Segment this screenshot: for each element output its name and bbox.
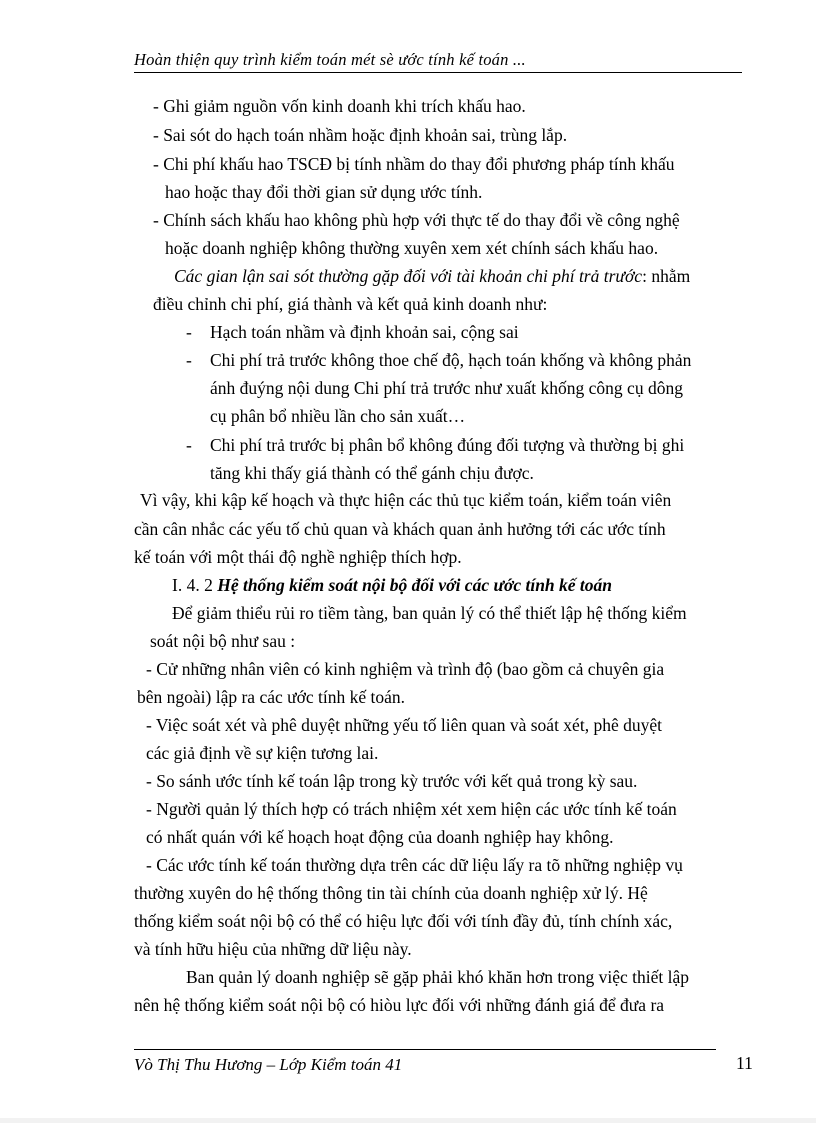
paragraph-line <box>174 265 690 287</box>
bullet-dash: - <box>186 350 192 370</box>
bullet-line: Chi phí trả trước bị phân bổ không đúng đối tượng và thường bị ghi <box>210 435 685 455</box>
bullet-line-cont: bên ngoài) lập ra các ước tính kế toán. <box>137 687 406 707</box>
section-heading <box>172 574 612 596</box>
bullet-line: - Chi phí khấu hao TSCĐ bị tính nhầm do thay đổi phương pháp tính khấu <box>153 154 675 174</box>
bullet-line: - So sánh ước tính kế toán lập trong kỳ trước với kết quả trong kỳ sau. <box>146 771 638 791</box>
bullet-line: - Các ước tính kế toán thường dựa trên các dữ liệu lấy ra tõ những nghiệp vụ <box>146 855 683 875</box>
header-rule <box>134 72 742 73</box>
paragraph-line: cần cân nhắc các yếu tố chủ quan và khách quan ảnh hưởng tới các ước tính <box>134 519 666 539</box>
bullet-line-cont: hoặc doanh nghiệp không thường xuyên xem xét chính sách khấu hao. <box>165 238 659 258</box>
running-header: Hoàn thiện quy trình kiểm toán mét sè ước tính kế toán ... <box>134 50 526 69</box>
paragraph-line: Để giảm thiểu rủi ro tiềm tàng, ban quản lý có thể thiết lập hệ thống kiểm <box>172 603 687 623</box>
bullet-line: - Việc soát xét và phê duyệt những yếu tố liên quan và soát xét, phê duyệt <box>146 715 662 735</box>
bullet-line-cont: cụ phân bổ nhiều lần cho sản xuất… <box>210 406 466 426</box>
bullet-line-cont: hao hoặc thay đổi thời gian sử dụng ước tính. <box>165 182 483 202</box>
bullet-line-cont: tăng khi thấy giá thành có thể gánh chịu được. <box>210 463 534 483</box>
bullet-line: - Người quản lý thích hợp có trách nhiệm xét xem hiện các ước tính kế toán <box>146 799 677 819</box>
footer-rule <box>134 1049 716 1050</box>
paragraph-line: Vì vậy, khi kập kế hoạch và thực hiện các thủ tục kiểm toán, kiểm toán viên <box>140 490 672 510</box>
paragraph-line: Ban quản lý doanh nghiệp sẽ gặp phải khó khăn hơn trong việc thiết lập <box>186 967 690 987</box>
italic-phrase: Các gian lận sai sót thường gặp đối với tài khoản chi phí trả trước <box>174 266 643 286</box>
paragraph-line: điều chỉnh chi phí, giá thành và kết quả kinh doanh như: <box>153 294 548 314</box>
bullet-line-cont: ánh đuýng nội dung Chi phí trả trước như xuất khống công cụ dông <box>210 378 683 398</box>
bullet-line: Hạch toán nhầm và định khoản sai, cộng sai <box>210 322 519 342</box>
page-bottom-band <box>0 1118 816 1123</box>
paragraph-line: kế toán với một thái độ nghề nghiệp thích hợp. <box>134 547 462 567</box>
footer-author: Vò Thị Thu Hương – Lớp Kiểm toán 41 <box>134 1055 403 1074</box>
section-number: I. 4. 2 <box>172 575 218 595</box>
paragraph-line: nên hệ thống kiểm soát nội bộ có hiòu lực đối với những đánh giá để đưa ra <box>134 995 665 1015</box>
bullet-line: - Ghi giảm nguồn vốn kinh doanh khi trích khấu hao. <box>153 96 526 116</box>
bullet-line: - Chính sách khấu hao không phù hợp với thực tế do thay đổi về công nghệ <box>153 210 680 230</box>
section-title: Hệ thống kiểm soát nội bộ đối với các ước tính kế toán <box>217 575 613 595</box>
bullet-line: - Cử những nhân viên có kinh nghiệm và trình độ (bao gồm cả chuyên gia <box>146 659 665 679</box>
bullet-line-cont: thường xuyên do hệ thống thông tin tài chính của doanh nghiệp xử lý. Hệ <box>134 883 648 903</box>
bullet-line-cont: có nhất quán với kế hoạch hoạt động của doanh nghiệp hay không. <box>146 827 614 847</box>
bullet-line-cont: các giả định về sự kiện tương lai. <box>146 743 379 763</box>
bullet-line-cont: thống kiểm soát nội bộ có thể có hiệu lực đối với tính đầy đủ, tính chính xác, <box>134 911 673 931</box>
bullet-line-cont: và tính hữu hiệu của những dữ liệu này. <box>134 939 412 959</box>
paragraph-text: : nhằm <box>642 266 691 286</box>
bullet-line: Chi phí trả trước không thoe chế độ, hạch toán khống và không phản <box>210 350 692 370</box>
bullet-line: - Sai sót do hạch toán nhầm hoặc định khoản sai, trùng lắp. <box>153 125 568 145</box>
page-number: 11 <box>736 1053 753 1073</box>
bullet-dash: - <box>186 322 192 342</box>
bullet-dash: - <box>186 435 192 455</box>
paragraph-line: soát nội bộ như sau : <box>150 631 296 651</box>
